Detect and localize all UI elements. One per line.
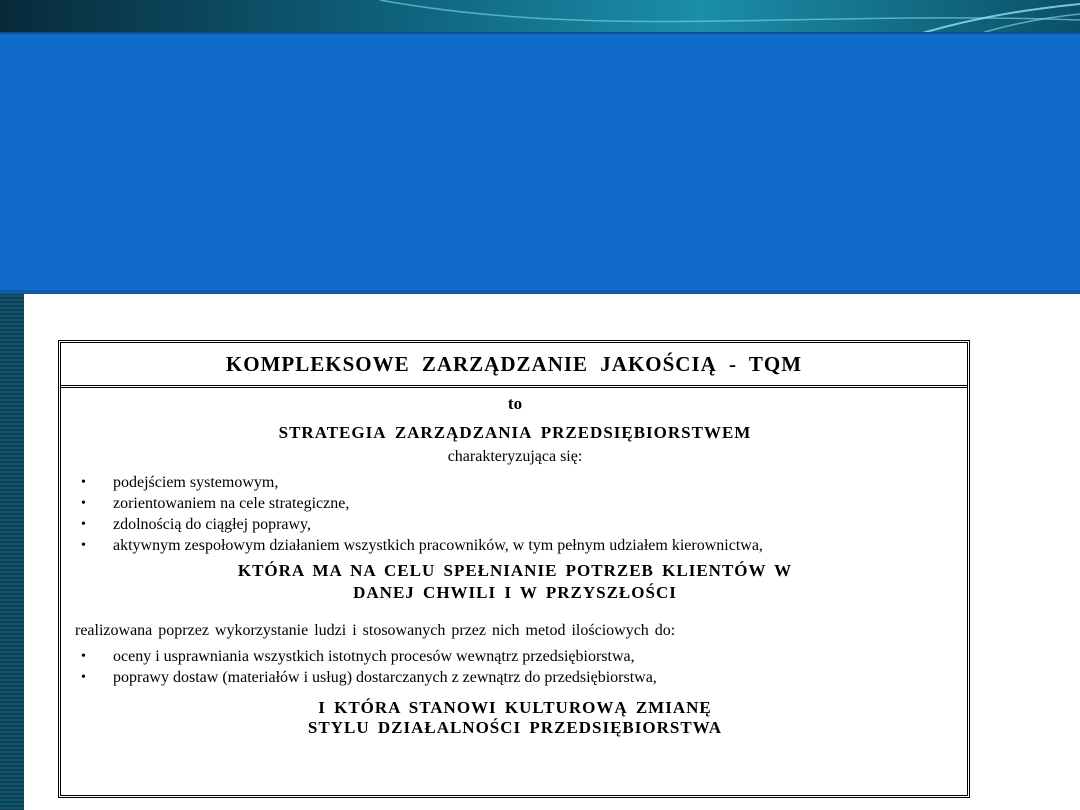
culture-line-1: I KTÓRA STANOWI KULTUROWĄ ZMIANĘ bbox=[318, 698, 712, 717]
bullet-icon: • bbox=[81, 649, 86, 664]
list-item: • poprawy dostaw (materiałów i usług) dostarczanych z zewnątrz do przedsiębiorstwa, bbox=[81, 669, 657, 686]
connector-to: to bbox=[507, 394, 523, 413]
list-item: • aktywnym zespołowym działaniem wszystkich pracowników, w tym pełnym udziałem kierownictwa, bbox=[81, 537, 763, 554]
tqm-body bbox=[61, 388, 967, 738]
bullet-icon: • bbox=[81, 475, 86, 490]
bullet-icon: • bbox=[81, 517, 86, 532]
background-left-texture bbox=[0, 290, 24, 810]
methods-list bbox=[75, 646, 955, 688]
slide-title-band bbox=[0, 32, 1080, 294]
tqm-definition-box bbox=[58, 340, 970, 798]
goal-line-2: DANEJ CHWILI I W PRZYSZŁOŚCI bbox=[353, 583, 677, 602]
features-list bbox=[75, 472, 955, 556]
strategy-heading: STRATEGIA ZARZĄDZANIA PRZEDSIĘBIORSTWEM bbox=[278, 423, 752, 442]
characterized-label: charakteryzująca się: bbox=[447, 448, 583, 465]
culture-line-2: STYLU DZIAŁALNOŚCI PRZEDSIĘBIORSTWA bbox=[307, 718, 723, 737]
tqm-header: KOMPLEKSOWE ZARZĄDZANIE JAKOŚCIĄ - TQM bbox=[61, 343, 967, 388]
list-item: • zorientowaniem na cele strategiczne, bbox=[81, 495, 350, 512]
slide-content-area bbox=[24, 294, 1080, 810]
realized-text: realizowana poprzez wykorzystanie ludzi i stosowanych przez nich metod ilościowych do: bbox=[75, 622, 676, 639]
bullet-icon: • bbox=[81, 670, 86, 685]
bullet-icon: • bbox=[81, 496, 86, 511]
list-item: • oceny i usprawniania wszystkich istotnych procesów wewnątrz przedsiębiorstwa, bbox=[81, 648, 635, 665]
list-item: • zdolnością do ciągłej poprawy, bbox=[81, 516, 312, 533]
bullet-icon: • bbox=[81, 538, 86, 553]
list-item: • podejściem systemowym, bbox=[81, 474, 279, 491]
goal-line-1: KTÓRA MA NA CELU SPEŁNIANIE POTRZEB KLIENTÓW W bbox=[237, 561, 793, 580]
